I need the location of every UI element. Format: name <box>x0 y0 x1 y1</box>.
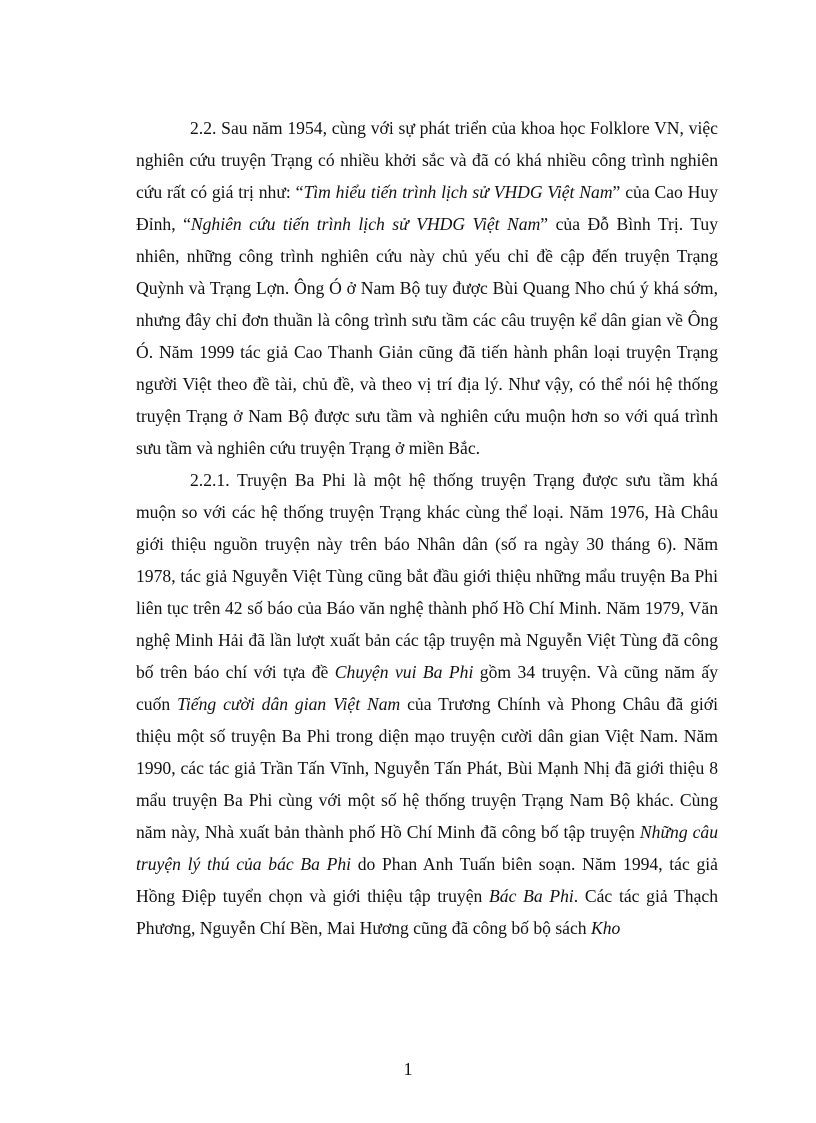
italic-title-run: Nghiên cứu tiến trình lịch sử VHDG Việt Nam <box>190 214 541 234</box>
italic-title-run: Những câu truyện lý thú của bác Ba Phi <box>136 822 719 874</box>
italic-title-run: Bác Ba Phi <box>489 886 574 906</box>
italic-title-run: Kho <box>591 918 621 938</box>
text-run: do Phan Anh Tuấn biên soạn. Năm 1994, tác giả Hồng Điệp tuyển chọn và giới thiệu tập truyện <box>136 854 718 906</box>
text-run: 2.2. Sau năm 1954, cùng với sự phát triển của khoa học Folklore VN, việc nghiên cứu truyện Trạng có nhiều khởi sắc và đã có khá nhiều công trình nghiên cứu rất có giá trị như: “ <box>136 118 718 202</box>
italic-title-run: Tìm hiểu tiến trình lịch sử VHDG Việt Nam <box>303 182 613 202</box>
page-number: 1 <box>403 1059 413 1079</box>
italic-title-run: Chuyện vui Ba Phi <box>334 662 474 682</box>
text-run: 2.2.1. Truyện Ba Phi là một hệ thống truyện Trạng được sưu tầm khá muộn so với các hệ thống truyện Trạng khác cùng thể loại. Năm 1976, Hà Châu giới thiệu nguồn truyện này trên báo Nhân dân (số ra ngày 30 tháng 6). Năm 1978, tác giả Nguyễn Việt Tùng cũng bắt đầu giới thiệu những mẩu truyện Ba Phi liên tục trên 42 số báo của Báo văn nghệ thành phố Hồ Chí Minh. Năm 1979, Văn nghệ Minh Hải đã lần lượt xuất bản các tập truyện mà Nguyễn Việt Tùng đã công bố trên báo chí với tựa đề <box>136 470 718 682</box>
paragraph-2-2 <box>136 112 718 464</box>
italic-title-run: Tiếng cười dân gian Việt Nam <box>177 694 401 714</box>
document-body <box>136 112 718 944</box>
text-run: . Các tác giả Thạch Phương, Nguyễn Chí Bền, Mai Hương cũng đã công bố bộ sách <box>136 886 718 938</box>
text-run: của Trương Chính và Phong Châu đã giới thiệu một số truyện Ba Phi trong diện mạo truyện cười dân gian Việt Nam. Năm 1990, các tác giả Trần Tấn Vĩnh, Nguyễn Tấn Phát, Bùi Mạnh Nhị đã giới thiệu 8 mẩu truyện Ba Phi cùng với một số hệ thống truyện Trạng Nam Bộ khác. Cùng năm này, Nhà xuất bản thành phố Hồ Chí Minh đã công bố tập truyện <box>136 694 718 842</box>
text-run: gồm 34 truyện. Và cũng năm ấy cuốn <box>136 662 718 714</box>
paragraph-2-2-1 <box>136 464 718 944</box>
text-run: ” của Đỗ Bình Trị. Tuy nhiên, những công trình nghiên cứu này chủ yếu chỉ đề cập đến truyện Trạng Quỳnh và Trạng Lợn. Ông Ó ở Nam Bộ tuy được Bùi Quang Nho chú ý khá sớm, nhưng đây chỉ đơn thuần là công trình sưu tầm các câu truyện kể dân gian về Ông Ó. Năm 1999 tác giả Cao Thanh Giản cũng đã tiến hành phân loại truyện Trạng người Việt theo đề tài, chủ đề, và theo vị trí địa lý. Như vậy, có thể nói hệ thống truyện Trạng ở Nam Bộ được sưu tầm và nghiên cứu muộn hơn so với quá trình sưu tầm và nghiên cứu truyện Trạng ở miền Bắc. <box>136 214 718 458</box>
text-run: ” của Cao Huy Đỉnh, “ <box>136 182 718 234</box>
